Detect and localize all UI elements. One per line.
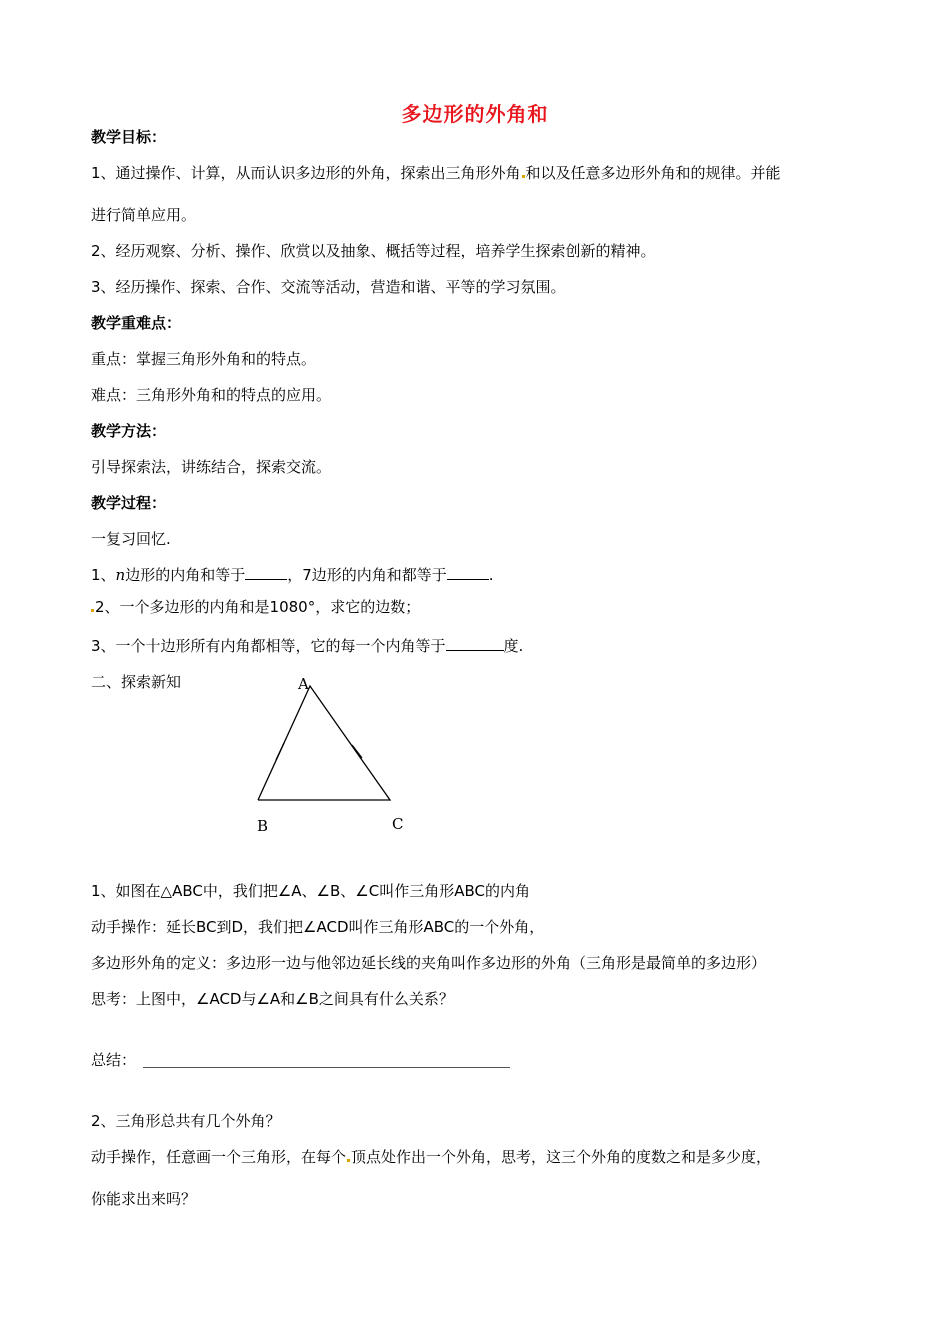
q1-period: . [488, 566, 494, 584]
edit-marker [91, 609, 94, 612]
polygon-exterior-angle-definition: 多边形外角的定义：多边形一边与他邻边延长线的夹角叫作多边形的外角（三角形是最简单的多边形） [91, 954, 767, 972]
q2-text: 2、一个多边形的内角和是1080°，求它的边数； [95, 598, 421, 616]
section2-line3: 你能求出来吗？ [91, 1190, 197, 1208]
process-heading: 教学过程： [91, 494, 167, 512]
document-title: 多边形的外角和 [401, 102, 549, 126]
method-heading: 教学方法： [91, 422, 167, 440]
triangle-abc-figure [240, 666, 430, 846]
method-text: 引导探索法，讲练结合，探索交流。 [91, 458, 332, 476]
key-points-heading: 教学重难点： [91, 314, 182, 332]
review-question-1 [91, 565, 494, 585]
review-heading: 一复习回忆. [91, 530, 171, 548]
objective-1-part-b: 和以及任意多边形外角和的规律。并能 [525, 164, 781, 182]
triangle-outline [258, 686, 390, 800]
objective-1-continued: 进行简单应用。 [91, 206, 197, 224]
objective-3: 3、经历操作、探索、合作、交流等活动，营造和谐、平等的学习氛围。 [91, 278, 566, 296]
section2-line1: 2、三角形总共有几个外角？ [91, 1112, 281, 1130]
summary-answer-line [143, 1067, 510, 1068]
objectives-heading: 教学目标： [91, 128, 167, 146]
objective-1 [91, 163, 781, 183]
q1-number: 1、 [91, 566, 116, 584]
edit-marker [522, 175, 525, 178]
tick-mark-ac [352, 745, 362, 758]
explore-heading: 二、探索新知 [91, 673, 182, 691]
objective-2: 2、经历观察、分析、操作、欣赏以及抽象、概括等过程，培养学生探索创新的精神。 [91, 242, 656, 260]
key-point: 重点：掌握三角形外角和的特点。 [91, 350, 317, 368]
section2-line2 [91, 1147, 771, 1167]
q1-text-a: 边形的内角和等于 [125, 566, 246, 584]
section1-line2: 动手操作：延长BC到D，我们把∠ACD叫作三角形ABC的一个外角， [91, 918, 545, 936]
review-question-3 [91, 636, 523, 656]
q1-variable-n: n [115, 566, 126, 584]
summary-label: 总结： [91, 1051, 137, 1069]
q1-text-b: ，7边形的内角和都等于 [287, 566, 447, 584]
vertex-label-b: B [257, 817, 269, 835]
vertex-label-a: A [298, 675, 309, 693]
q3-blank [446, 636, 504, 651]
review-question-2 [91, 597, 420, 617]
section1-line1: 1、如图在△ABC中，我们把∠A、∠B、∠C叫作三角形ABC的内角 [91, 882, 530, 900]
difficulty-point: 难点：三角形外角和的特点的应用。 [91, 386, 332, 404]
q3-text-b: 度. [503, 637, 524, 655]
q3-text-a: 3、一个十边形所有内角都相等，它的每一个内角等于 [91, 637, 446, 655]
section2-line2-part-a: 动手操作，任意画一个三角形，在每个 [91, 1148, 347, 1166]
section2-line2-part-b: 顶点处作出一个外角，思考，这三个外角的度数之和是多少度， [351, 1148, 772, 1166]
vertex-label-c: C [392, 815, 404, 833]
section1-thinking-question: 思考：上图中，∠ACD与∠A和∠B之间具有什么关系？ [91, 990, 454, 1008]
q1-blank-2 [447, 565, 489, 580]
q1-blank-1 [245, 565, 287, 580]
edit-marker [347, 1159, 350, 1162]
objective-1-part-a: 1、通过操作、计算，从而认识多边形的外角，探索出三角形外角 [91, 164, 521, 182]
tick-mark-ab [276, 743, 284, 760]
